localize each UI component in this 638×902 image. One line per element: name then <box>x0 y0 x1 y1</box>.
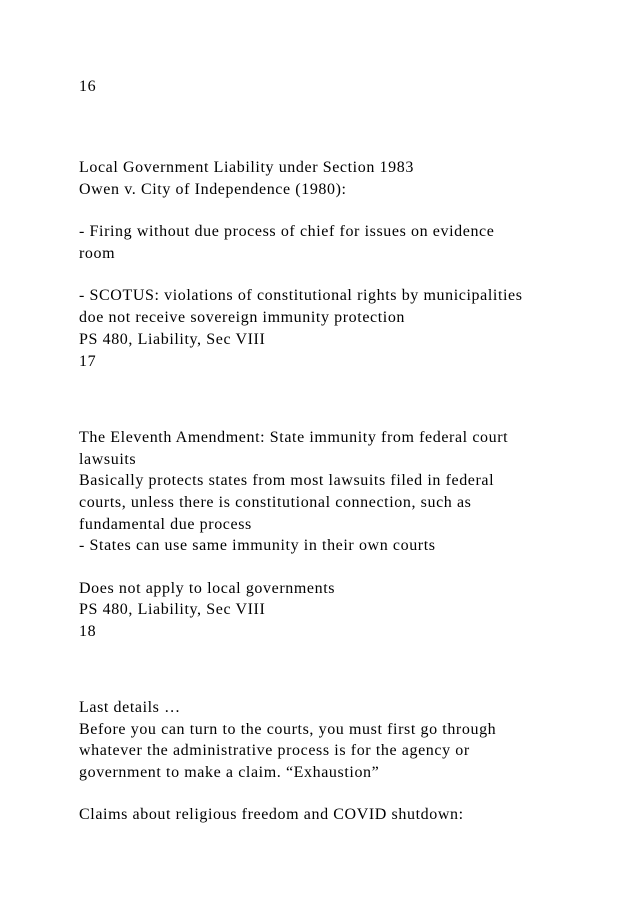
body-religious-freedom-claims: Claims about religious freedom and COVID shutdown: <box>79 806 464 823</box>
body-protects-states-line-2: courts, unless there is constitutional connection, such as <box>79 494 472 511</box>
body-protects-states-line-3: fundamental due process <box>79 516 252 533</box>
body-local-governments: Does not apply to local governments <box>79 580 336 597</box>
slide-title-eleventh-amendment-line-2: lawsuits <box>79 451 137 468</box>
body-protects-states-line-1: Basically protects states from most lawsuits filed in federal <box>79 472 495 489</box>
bullet-state-courts: - States can use same immunity in their own courts <box>79 537 436 554</box>
slide-title-eleventh-amendment-line-1: The Eleventh Amendment: State immunity from federal court <box>79 429 509 446</box>
case-heading-owen: Owen v. City of Independence (1980): <box>79 181 347 198</box>
bullet-scotus-line-1: - SCOTUS: violations of constitutional rights by municipalities <box>79 287 523 304</box>
bullet-firing-line-2: room <box>79 245 116 262</box>
page-number-18: 18 <box>79 623 97 640</box>
bullet-scotus-line-2: doe not receive sovereign immunity protection <box>79 309 406 326</box>
slide-title-last-details: Last details … <box>79 699 181 716</box>
page-number-16: 16 <box>79 78 97 95</box>
footer-course-label: PS 480, Liability, Sec VIII <box>79 331 266 348</box>
body-exhaustion-line-1: Before you can turn to the courts, you must first go through <box>79 721 497 738</box>
slide-title-local-government-liability: Local Government Liability under Section 1983 <box>79 159 414 176</box>
body-exhaustion-line-2: whatever the administrative process is for the agency or <box>79 742 470 759</box>
body-exhaustion-line-3: government to make a claim. “Exhaustion” <box>79 764 380 781</box>
bullet-firing-line-1: - Firing without due process of chief for issues on evidence <box>79 223 495 240</box>
footer-course-label: PS 480, Liability, Sec VIII <box>79 601 266 618</box>
page-number-17: 17 <box>79 353 97 370</box>
